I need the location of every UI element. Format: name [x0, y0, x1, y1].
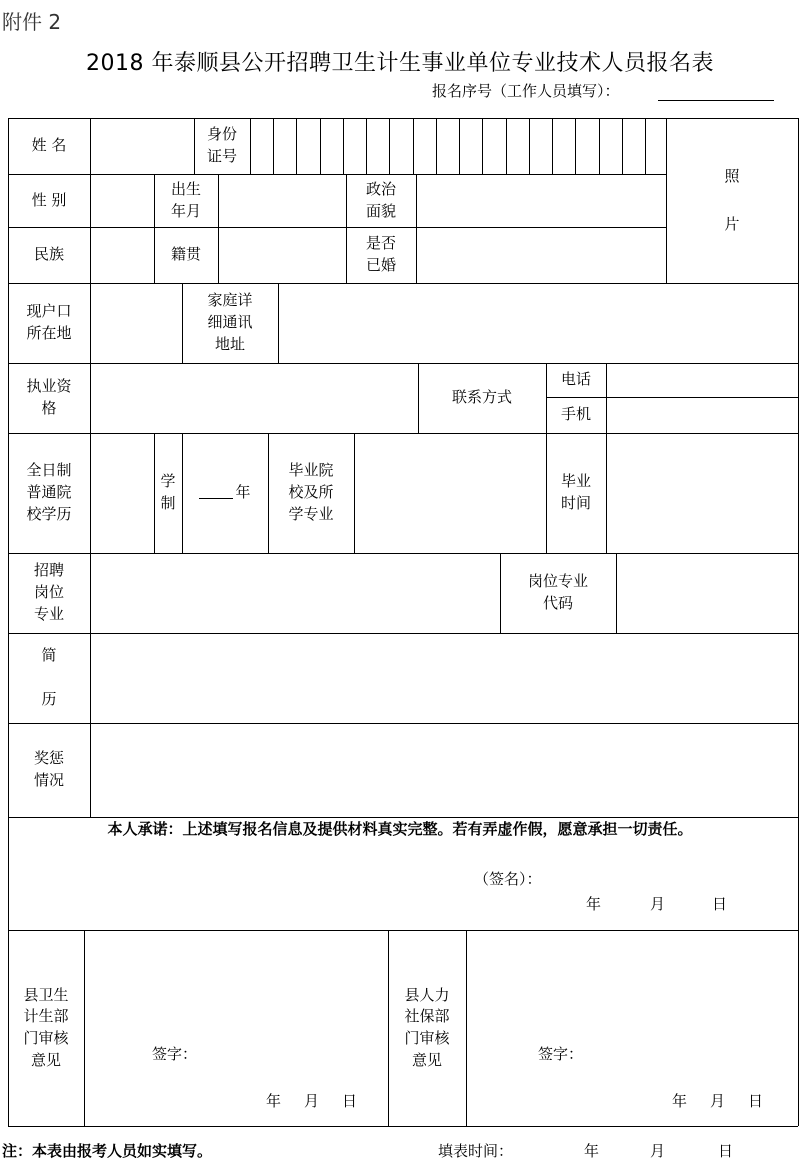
health-dept-year: 年 — [266, 1092, 282, 1110]
health-dept-sign-label: 签字： — [152, 1045, 198, 1063]
table-rule — [90, 283, 91, 363]
annex-label: 附件 2 — [2, 10, 62, 34]
table-rule — [8, 433, 798, 434]
table-rule — [552, 118, 553, 174]
table-rule — [218, 174, 219, 283]
hr-dept-year: 年 — [672, 1092, 688, 1110]
table-rule — [606, 363, 607, 433]
pledge-year: 年 — [586, 895, 602, 913]
footer-note: 注：本表由报考人员如实填写。 — [2, 1142, 213, 1160]
birth-label: 出生 年月 — [170, 179, 201, 220]
table-rule — [8, 1126, 798, 1127]
table-rule — [273, 118, 274, 174]
table-rule — [413, 118, 414, 174]
name-label: 姓 名 — [31, 136, 67, 155]
politics-label: 政治 面貌 — [365, 179, 396, 220]
table-rule — [320, 118, 321, 174]
table-rule — [622, 118, 623, 174]
table-rule — [84, 930, 85, 1126]
table-rule — [459, 118, 460, 174]
table-rule — [8, 283, 798, 284]
years-suffix: 年 — [235, 483, 251, 502]
schooling-label: 学 制 — [160, 472, 176, 512]
table-rule — [354, 433, 355, 553]
health-dept-day: 日 — [342, 1092, 358, 1110]
photo-label-1: 照 — [724, 166, 740, 185]
contact-label: 联系方式 — [451, 388, 512, 407]
table-rule — [90, 433, 91, 553]
table-rule — [506, 118, 507, 174]
household-label: 现户口 所在地 — [26, 302, 72, 342]
pledge-month: 月 — [650, 895, 666, 913]
pledge-signature-label: （签名）： — [474, 870, 542, 888]
awards-label: 奖惩 情况 — [33, 749, 64, 789]
table-rule — [575, 118, 576, 174]
table-rule — [8, 363, 798, 364]
id-number-label: 身份 证号 — [206, 125, 237, 165]
mobile-label: 手机 — [560, 405, 591, 424]
table-rule — [416, 174, 417, 283]
table-rule — [482, 118, 483, 174]
fill-time-day: 日 — [718, 1142, 734, 1160]
hr-dept-review-label: 县人力 社保部 门审核 意见 — [404, 985, 450, 1069]
table-rule — [436, 118, 437, 174]
table-rule — [296, 118, 297, 174]
table-rule — [343, 118, 344, 174]
sequence-number-label: 报名序号（工作人员填写）： — [432, 82, 620, 100]
health-dept-review-label: 县卫生 计生部 门审核 意见 — [23, 985, 69, 1069]
photo-box[interactable] — [666, 118, 798, 283]
phone-label: 电话 — [560, 370, 591, 389]
sequence-number-field[interactable] — [658, 100, 774, 101]
name-field[interactable] — [90, 118, 194, 174]
schooling-years-field[interactable] — [182, 433, 268, 553]
gender-label: 性 别 — [31, 190, 67, 209]
fill-time-month: 月 — [650, 1142, 666, 1160]
fill-time-year: 年 — [584, 1142, 600, 1160]
table-rule — [366, 118, 367, 174]
education-label: 全日制 普通院 校学历 — [26, 461, 72, 523]
married-label: 是否 已婚 — [365, 234, 396, 274]
table-rule — [645, 118, 646, 174]
table-rule — [8, 227, 666, 228]
form-title: 2018 年泰顺县公开招聘卫生计生事业单位专业技术人员报名表 — [86, 51, 714, 76]
pledge-day: 日 — [712, 895, 728, 913]
native-place-label: 籍贯 — [170, 245, 201, 264]
table-rule — [599, 118, 600, 174]
table-rule — [8, 174, 666, 175]
school-major-label: 毕业院 校及所 学专业 — [288, 461, 334, 523]
resume-label: 简 历 — [41, 646, 57, 708]
qualification-label: 执业资 格 — [26, 377, 72, 417]
table-rule — [389, 118, 390, 174]
hr-dept-sign-label: 签字： — [538, 1045, 584, 1063]
table-rule — [606, 433, 607, 553]
table-rule — [8, 553, 798, 554]
ethnicity-label: 民族 — [33, 245, 64, 264]
table-rule — [466, 930, 467, 1126]
pledge-text: 本人承诺：上述填写报名信息及提供材料真实完整。若有弄虚作假，愿意承担一切责任。 — [107, 820, 693, 838]
hr-dept-day: 日 — [748, 1092, 764, 1110]
awards-field[interactable] — [90, 723, 798, 817]
post-code-label: 岗位专业 代码 — [527, 572, 588, 612]
fill-time-label: 填表时间： — [438, 1142, 514, 1160]
table-rule — [250, 118, 251, 174]
address-label: 家庭详 细通讯 地址 — [207, 291, 253, 353]
photo-label-2: 片 — [724, 214, 740, 233]
table-rule — [278, 283, 279, 363]
table-rule — [90, 553, 91, 633]
grad-time-label: 毕业 时间 — [560, 472, 591, 512]
table-rule — [616, 553, 617, 633]
table-rule — [798, 118, 799, 1126]
hr-dept-month: 月 — [710, 1092, 726, 1110]
table-rule — [529, 118, 530, 174]
health-dept-month: 月 — [304, 1092, 320, 1110]
table-rule — [90, 363, 91, 433]
resume-field[interactable] — [90, 633, 798, 723]
post-label: 招聘 岗位 专业 — [33, 561, 64, 623]
